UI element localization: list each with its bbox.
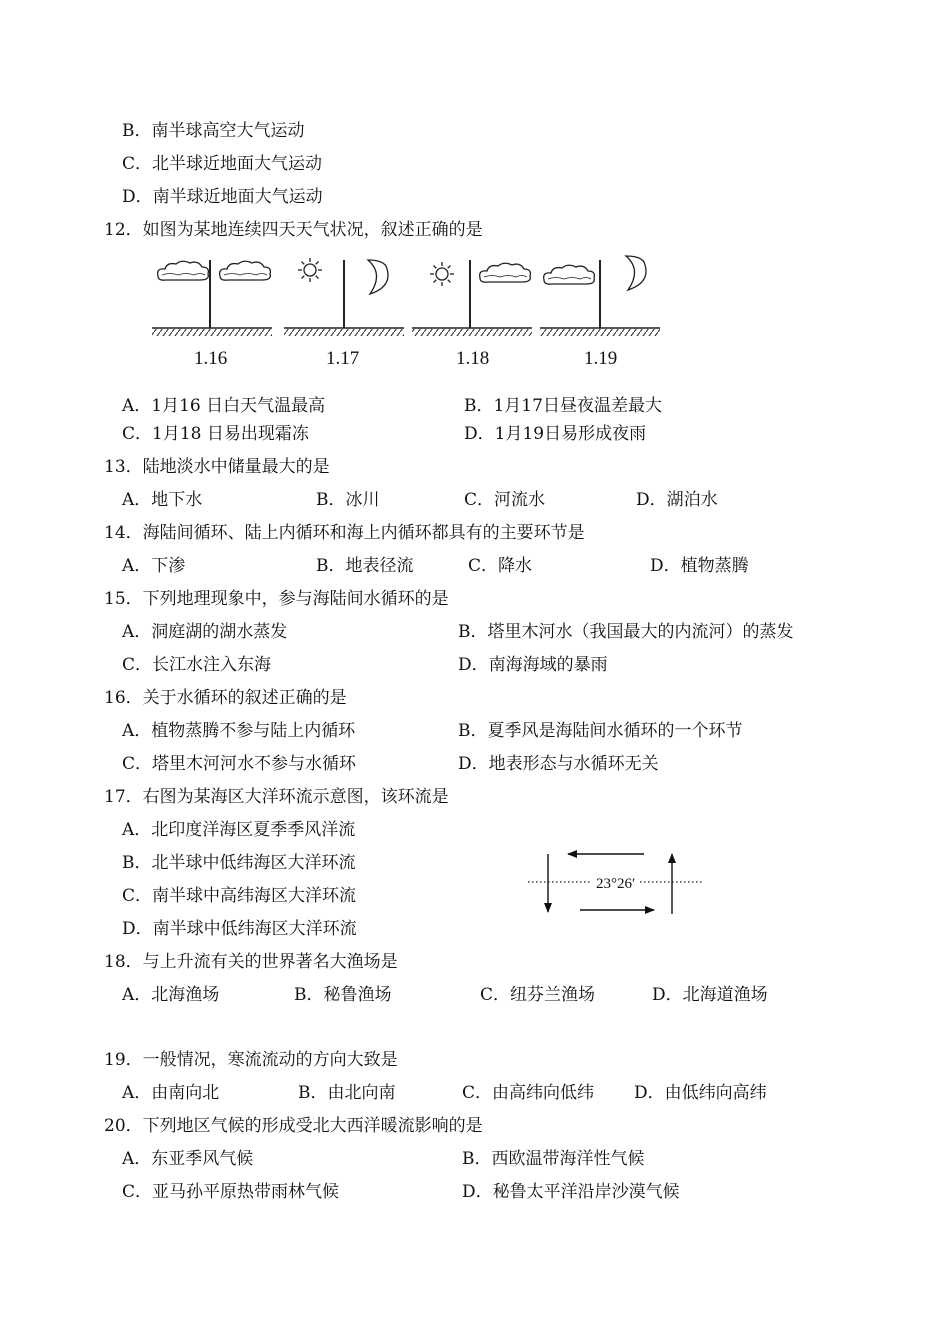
q16-stem: 16．关于水循环的叙述正确的是 xyxy=(104,688,347,708)
q17-option-c: C．南半球中高纬海区大洋环流 xyxy=(122,886,357,906)
q18-option-c: C．纽芬兰渔场 xyxy=(480,985,596,1005)
q15-option-d: D．南海海域的暴雨 xyxy=(458,655,608,675)
q13-option-a: A．地下水 xyxy=(122,490,203,510)
q15-stem: 15．下列地理现象中，参与海陆间水循环的是 xyxy=(104,589,449,609)
q19-option-a: A．由南向北 xyxy=(122,1083,220,1103)
q18-stem: 18．与上升流有关的世界著名大渔场是 xyxy=(104,952,398,972)
date-label-3: 1.18 xyxy=(456,348,490,369)
latitude-label: 23°26′ xyxy=(596,876,636,892)
q11-option-d: D．南半球近地面大气运动 xyxy=(122,187,323,207)
q13-stem: 13．陆地淡水中储量最大的是 xyxy=(104,457,330,477)
panel-1-17 xyxy=(284,258,404,336)
q13-option-d: D．湖泊水 xyxy=(636,490,718,510)
q14-option-c: C．降水 xyxy=(468,556,533,576)
q18-option-b: B．秘鲁渔场 xyxy=(294,985,392,1005)
q14-option-d: D．植物蒸腾 xyxy=(650,556,749,576)
q20-option-b: B．西欧温带海洋性气候 xyxy=(462,1149,645,1169)
q15-option-a: A．洞庭湖的湖水蒸发 xyxy=(122,622,288,642)
q19-option-b: B．由北向南 xyxy=(298,1083,396,1103)
q16-option-c: C．塔里木河河水不参与水循环 xyxy=(122,754,357,774)
q15-option-b: B．塔里木河水（我国最大的内流河）的蒸发 xyxy=(458,622,794,642)
q20-option-c: C．亚马孙平原热带雨林气候 xyxy=(122,1182,340,1202)
q14-option-b: B．地表径流 xyxy=(316,556,414,576)
q19-stem: 19．一般情况，寒流流动的方向大致是 xyxy=(104,1050,398,1070)
q12-stem: 12．如图为某地连续四天天气状况，叙述正确的是 xyxy=(104,220,483,240)
q14-stem: 14．海陆间循环、陆上内循环和海上内循环都具有的主要环节是 xyxy=(104,523,585,543)
q19-option-d: D．由低纬向高纬 xyxy=(634,1083,767,1103)
q14-option-a: A．下渗 xyxy=(122,556,186,576)
date-label-4: 1.19 xyxy=(584,348,618,369)
q17-option-a: A．北印度洋海区夏季季风洋流 xyxy=(122,820,356,840)
q18-option-a: A．北海渔场 xyxy=(122,985,220,1005)
panel-1-19 xyxy=(540,256,660,336)
panel-1-18 xyxy=(412,260,532,336)
q20-option-d: D．秘鲁太平洋沿岸沙漠气候 xyxy=(462,1182,680,1202)
q15-option-c: C．长江水注入东海 xyxy=(122,655,272,675)
q16-option-a: A．植物蒸腾不参与陆上内循环 xyxy=(122,721,356,741)
q12-option-c: C．1月18 日易出现霜冻 xyxy=(122,424,309,444)
q16-option-d: D．地表形态与水循环无关 xyxy=(458,754,659,774)
q17-option-d: D．南半球中低纬海区大洋环流 xyxy=(122,919,357,939)
q17-option-b: B．北半球中低纬海区大洋环流 xyxy=(122,853,356,873)
q20-option-a: A．东亚季风气候 xyxy=(122,1149,254,1169)
q11-option-b: B．南半球高空大气运动 xyxy=(122,121,305,141)
date-label-2: 1.17 xyxy=(326,348,360,369)
q13-option-b: B．冰川 xyxy=(316,490,380,510)
q18-option-d: D．北海道渔场 xyxy=(652,985,768,1005)
date-label-1: 1.16 xyxy=(194,348,228,369)
q13-option-c: C．河流水 xyxy=(464,490,546,510)
q12-option-d: D．1月19日易形成夜雨 xyxy=(464,424,647,444)
q20-stem: 20．下列地区气候的形成受北大西洋暖流影响的是 xyxy=(104,1116,483,1136)
q11-option-c: C．北半球近地面大气运动 xyxy=(122,154,323,174)
q17-stem: 17．右图为某海区大洋环流示意图，该环流是 xyxy=(104,787,449,807)
q12-option-a: A．1月16 日白天气温最高 xyxy=(122,396,326,416)
q12-option-b: B．1月17日昼夜温差最大 xyxy=(464,396,662,416)
q16-option-b: B．夏季风是海陆间水循环的一个环节 xyxy=(458,721,743,741)
panel-1-16 xyxy=(152,260,272,336)
q19-option-c: C．由高纬向低纬 xyxy=(462,1083,595,1103)
